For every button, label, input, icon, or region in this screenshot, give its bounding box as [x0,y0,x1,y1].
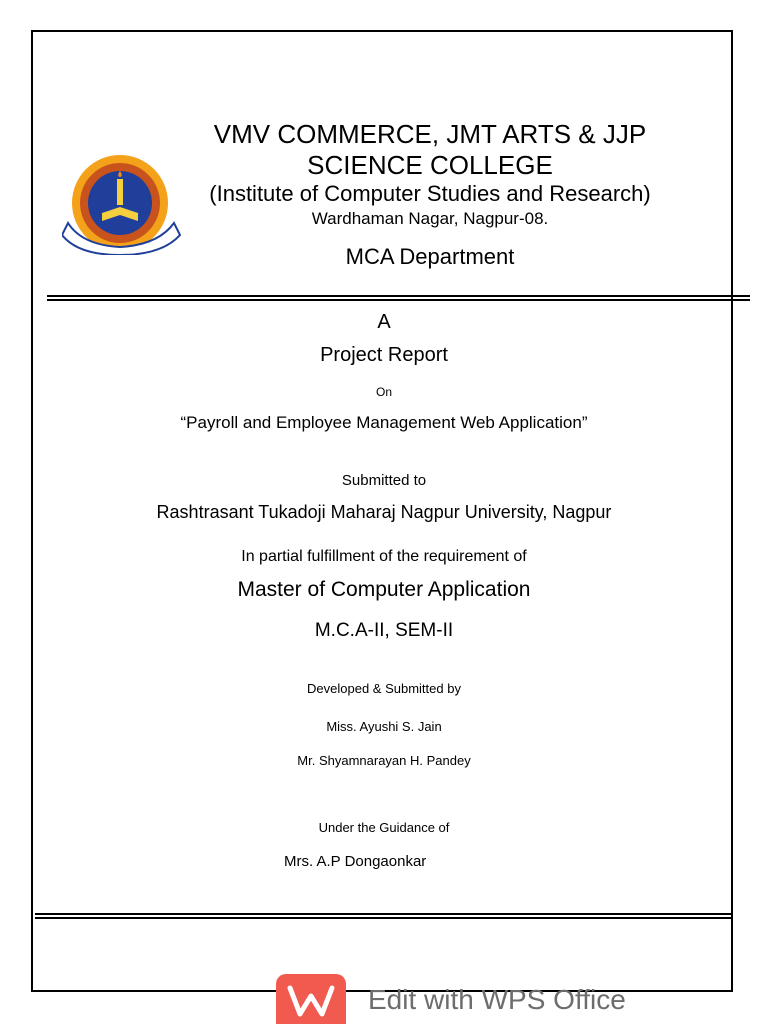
institute-name: (Institute of Computer Studies and Research) [209,181,651,206]
footer-divider-top [35,913,732,915]
fulfillment-text: In partial fulfillment of the requirement of [241,548,527,565]
header-divider-bottom [47,299,750,301]
department-name: MCA Department [345,244,515,269]
wps-watermark[interactable] [276,974,696,1024]
project-title: “Payroll and Employee Management Web Application” [180,413,588,432]
footer-divider-bottom [35,917,732,919]
student-name: Miss. Ayushi S. Jain [326,719,442,734]
college-address: Wardhaman Nagar, Nagpur-08. [311,209,549,228]
degree-name: Master of Computer Application [237,578,531,601]
college-name-line2: SCIENCE COLLEGE [307,150,553,180]
student-name: Mr. Shyamnarayan H. Pandey [297,753,471,768]
semester: M.C.A-II, SEM-II [314,620,454,641]
submitted-to-label: Submitted to [341,472,427,489]
report-article: A [377,311,391,333]
wps-logo-icon [276,974,346,1024]
guide-name: Mrs. A.P Dongaonkar [284,853,427,870]
report-type: Project Report [320,344,448,366]
guidance-label: Under the Guidance of [318,820,450,835]
wps-watermark-text: Edit with WPS Office [368,984,626,1015]
college-logo [62,151,182,255]
university-name: Rashtrasant Tukadoji Maharaj Nagpur University, Nagpur [156,502,612,522]
college-name-line1: VMV COMMERCE, JMT ARTS & JJP [213,119,647,149]
header-divider-top [47,295,750,297]
developed-by-label: Developed & Submitted by [307,681,461,696]
report-on: On [375,385,392,399]
